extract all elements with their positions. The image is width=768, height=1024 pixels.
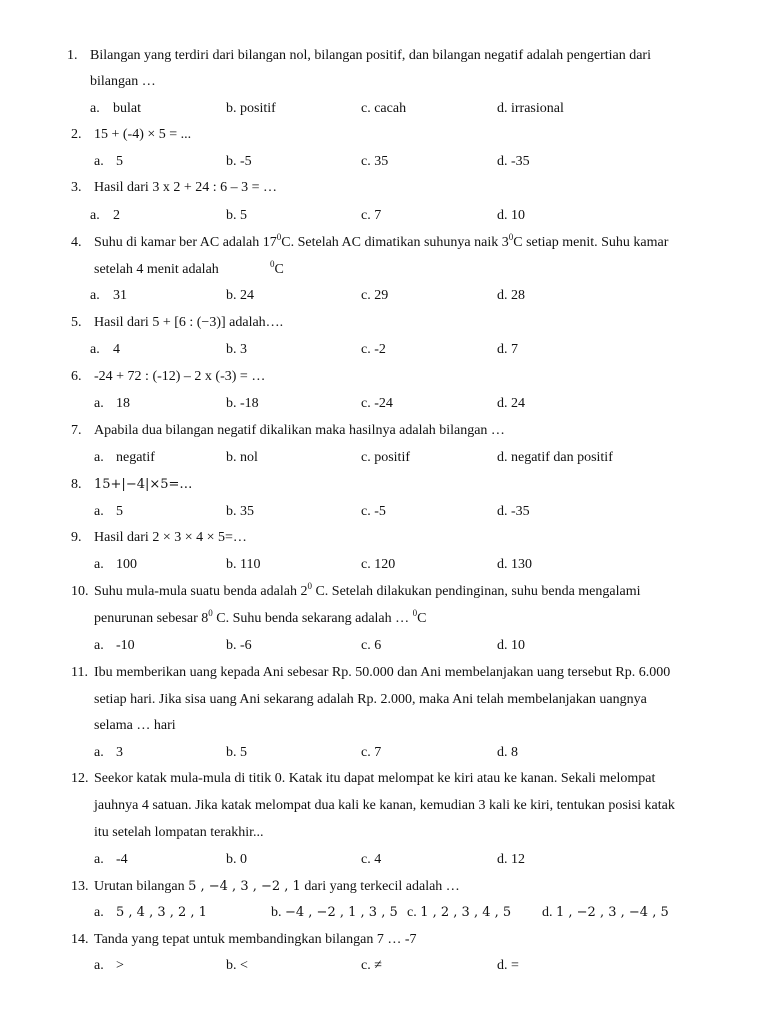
option-b: b. −4 , −2 , 1 , 3 , 5 xyxy=(271,905,398,920)
option-c: c. -2 xyxy=(361,342,386,357)
option-b: b. 5 xyxy=(226,208,247,223)
question-text: Tanda yang tepat untuk membandingkan bilangan 7 … -7 xyxy=(94,932,417,947)
option-b: b. 3 xyxy=(226,342,247,357)
question-text: Seekor katak mula-mula di titik 0. Katak itu dapat melompat ke kiri atau ke kanan. Sekali melompat xyxy=(94,771,656,786)
question-text: Apabila dua bilangan negatif dikalikan maka hasilnya adalah bilangan … xyxy=(94,423,505,438)
option-b: b. 110 xyxy=(226,557,261,572)
option-a-letter: a. xyxy=(94,154,104,169)
option-a-letter: a. xyxy=(94,905,104,920)
question-text: itu setelah lompatan terakhir... xyxy=(94,825,264,840)
question-text: setelah 4 menit adalah xyxy=(94,262,219,277)
option-a: 100 xyxy=(116,557,137,572)
option-b: b. 35 xyxy=(226,504,254,519)
question-text: 15 + (-4) × 5 = ... xyxy=(94,127,192,142)
option-d: d. 10 xyxy=(497,638,525,653)
option-b: b. 0 xyxy=(226,852,247,867)
option-a: > xyxy=(116,958,124,973)
question-number: 7. xyxy=(71,423,82,438)
option-d: d. 1 , −2 , 3 , −4 , 5 xyxy=(542,905,669,920)
option-a-letter: a. xyxy=(90,342,100,357)
question-number: 11. xyxy=(71,665,88,680)
question-number: 1. xyxy=(67,48,78,63)
question-text: selama … hari xyxy=(94,718,176,733)
option-a: -10 xyxy=(116,638,135,653)
option-a: negatif xyxy=(116,450,155,465)
question-number: 2. xyxy=(71,127,82,142)
question-number: 9. xyxy=(71,530,82,545)
option-b: b. < xyxy=(226,958,248,973)
option-d: d. 7 xyxy=(497,342,518,357)
option-a: 5 , 4 , 3 , 2 , 1 xyxy=(116,905,207,920)
option-c: c. ≠ xyxy=(361,958,382,973)
question-text: jauhnya 4 satuan. Jika katak melompat dua kali ke kanan, kemudian 3 kali ke kiri, tentukan posisi katak xyxy=(94,798,675,813)
question-number: 12. xyxy=(71,771,89,786)
question-text: 15+|−4|×5=… xyxy=(94,477,193,492)
option-d: d. -35 xyxy=(497,154,530,169)
option-b: b. -6 xyxy=(226,638,252,653)
option-c: c. 6 xyxy=(361,638,382,653)
option-c: c. 35 xyxy=(361,154,389,169)
question-text: bilangan … xyxy=(90,74,156,89)
option-d: d. -35 xyxy=(497,504,530,519)
option-a-letter: a. xyxy=(90,288,100,303)
question-text: Bilangan yang terdiri dari bilangan nol, bilangan positif, dan bilangan negatif adalah pengertian dari xyxy=(90,48,651,63)
option-b: b. 5 xyxy=(226,745,247,760)
question-text: Ibu memberikan uang kepada Ani sebesar Rp. 50.000 dan Ani membelanjakan uang tersebut Rp. 6.000 xyxy=(94,665,671,680)
option-a-letter: a. xyxy=(94,450,104,465)
answer-unit: $^0$C xyxy=(270,259,284,277)
question-text: Suhu mula-mula suatu benda adalah $2^0$ C. Setelah dilakukan pendinginan, suhu benda mengalami xyxy=(94,581,641,599)
question-number: 4. xyxy=(71,235,82,250)
option-d: d. 10 xyxy=(497,208,525,223)
option-b: b. positif xyxy=(226,101,276,116)
question-text: Suhu di kamar ber AC adalah $17^0C$. Setelah AC dimatikan suhunya naik $3^0C$ setiap menit. Suhu kamar xyxy=(94,232,669,250)
question-number: 5. xyxy=(71,315,82,330)
option-d: d. = xyxy=(497,958,519,973)
question-text: Hasil dari 2 × 3 × 4 × 5=… xyxy=(94,530,247,545)
option-c: c. 120 xyxy=(361,557,396,572)
option-c: c. -5 xyxy=(361,504,386,519)
option-c: c. positif xyxy=(361,450,410,465)
option-a-letter: a. xyxy=(90,208,100,223)
option-a: 18 xyxy=(116,396,130,411)
option-a: -4 xyxy=(116,852,128,867)
question-number: 14. xyxy=(71,932,89,947)
option-b: b. -18 xyxy=(226,396,259,411)
option-b: b. 24 xyxy=(226,288,254,303)
option-d: d. 8 xyxy=(497,745,518,760)
option-b: b. nol xyxy=(226,450,258,465)
question-number: 6. xyxy=(71,369,82,384)
option-a: 2 xyxy=(113,208,120,223)
option-d: d. 130 xyxy=(497,557,532,572)
option-a-letter: a. xyxy=(94,745,104,760)
option-c: c. cacah xyxy=(361,101,407,116)
option-a-letter: a. xyxy=(94,638,104,653)
option-c: c. 4 xyxy=(361,852,382,867)
option-d: d. 28 xyxy=(497,288,525,303)
option-a: 31 xyxy=(113,288,127,303)
option-c: c. 29 xyxy=(361,288,389,303)
option-d: d. 24 xyxy=(497,396,525,411)
option-a-letter: a. xyxy=(90,101,100,116)
option-d: d. irrasional xyxy=(497,101,564,116)
question-number: 3. xyxy=(71,180,82,195)
option-c: c. 7 xyxy=(361,745,382,760)
option-c: c. -24 xyxy=(361,396,393,411)
option-a-letter: a. xyxy=(94,504,104,519)
option-a-letter: a. xyxy=(94,396,104,411)
option-d: d. 12 xyxy=(497,852,525,867)
question-number: 13. xyxy=(71,879,89,894)
option-a: 3 xyxy=(116,745,123,760)
question-number: 10. xyxy=(71,584,89,599)
option-a: 4 xyxy=(113,342,120,357)
option-a-letter: a. xyxy=(94,958,104,973)
question-text: Hasil dari 3 x 2 + 24 : 6 – 3 = … xyxy=(94,180,277,195)
option-b: b. -5 xyxy=(226,154,252,169)
question-text: Urutan bilangan 5 , −4 , 3 , −2 , 1 dari yang terkecil adalah … xyxy=(94,879,460,894)
option-c: c. 7 xyxy=(361,208,382,223)
option-a-letter: a. xyxy=(94,852,104,867)
question-text: -24 + 72 : (-12) – 2 x (-3) = … xyxy=(94,369,266,384)
option-a-letter: a. xyxy=(94,557,104,572)
question-text: penurunan sebesar $8^0$ C. Suhu benda sekarang adalah … $^0$C xyxy=(94,608,427,626)
question-number: 8. xyxy=(71,477,82,492)
option-d: d. negatif dan positif xyxy=(497,450,613,465)
option-c: c. 1 , 2 , 3 , 4 , 5 xyxy=(407,905,512,920)
question-text: Hasil dari 5 + [6 : (−3)] adalah…. xyxy=(94,315,284,330)
option-a: bulat xyxy=(113,101,141,116)
option-a: 5 xyxy=(116,504,123,519)
option-a: 5 xyxy=(116,154,123,169)
question-text: setiap hari. Jika sisa uang Ani sekarang adalah Rp. 2.000, maka Ani telah membelanjakan uangnya xyxy=(94,692,647,707)
